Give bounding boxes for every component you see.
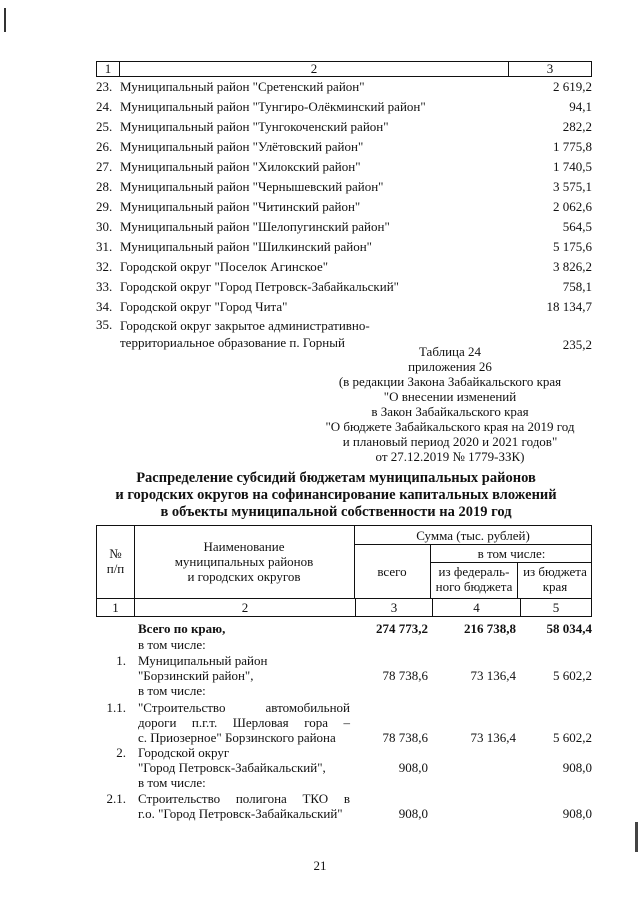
row-value: 1 740,5 <box>553 159 592 174</box>
header-including: в том числе: <box>477 546 546 561</box>
continued-table <box>96 61 592 353</box>
row-value: 3 575,1 <box>553 179 592 194</box>
col-number: 2 <box>135 599 356 616</box>
col-number: 1 <box>97 599 135 616</box>
row-name: Муниципальный район "Чернышевский район" <box>120 179 384 194</box>
header-sum: Сумма (тыс. рублей) <box>416 528 530 543</box>
row-label-line: с. Приозерное" Борзинского района <box>138 730 336 745</box>
row-number: 23. <box>96 79 113 94</box>
table-row <box>96 137 592 157</box>
scan-edge-mark <box>4 8 6 32</box>
row-name: Муниципальный район "Шелопугинский район" <box>120 219 390 234</box>
row-value: 3 826,2 <box>553 259 592 274</box>
table-row <box>96 177 592 197</box>
row-value: 282,2 <box>562 119 592 134</box>
table-row <box>96 97 592 117</box>
row-name: Муниципальный район "Шилкинский район" <box>120 239 372 254</box>
row-number: 27. <box>96 159 113 174</box>
header-col-3: 3 <box>546 61 554 76</box>
header-num: № п/п <box>106 546 125 576</box>
table-row <box>96 237 592 257</box>
table-row <box>96 217 592 237</box>
row-value: 94,1 <box>569 99 592 114</box>
annex-line: приложения 26 <box>408 359 492 374</box>
page-number: 21 <box>313 858 327 873</box>
row-name: Муниципальный район "Улётовский район" <box>120 139 364 154</box>
row-value: 18 134,7 <box>546 299 592 314</box>
annex-line: в Закон Забайкальского края <box>371 404 529 419</box>
row-number: 1.1. <box>106 700 126 715</box>
value-total: 908,0 <box>398 806 428 821</box>
header-col-2: 2 <box>120 62 509 76</box>
annex-line: "О внесении изменений <box>383 389 517 404</box>
value-total: 274 773,2 <box>376 621 428 636</box>
row-label: Всего по краю, <box>138 621 226 636</box>
header-divider <box>354 544 592 545</box>
header-divider <box>431 562 592 563</box>
row-name: Городской округ "Город Петровск-Забайкальский" <box>120 279 399 294</box>
table-row <box>96 257 592 277</box>
annex-line: и плановый период 2020 и 2021 годов" <box>342 434 558 449</box>
row-name: Муниципальный район "Сретенский район" <box>120 79 365 94</box>
row-label-line: Городской округ <box>138 745 230 760</box>
header-name: Наименование муниципальных районов и городских округов <box>174 539 314 584</box>
value-total: 78 738,6 <box>382 730 428 745</box>
row-name-line: Городской округ закрытое административно- <box>120 318 370 333</box>
row-label-line: в том числе: <box>138 775 206 790</box>
row-label-line: "Строительство автомобильной <box>138 700 350 715</box>
row-label-line: в том числе: <box>138 683 206 698</box>
row-number: 1. <box>116 653 126 668</box>
row-name: Муниципальный район "Читинский район" <box>120 199 361 214</box>
table-header-row <box>96 61 592 77</box>
value-federal: 216 738,8 <box>464 621 516 636</box>
document-title <box>100 470 572 521</box>
row-label-line: Муниципальный район <box>138 653 268 668</box>
scan-edge-mark-right <box>635 822 638 852</box>
row-label <box>138 653 350 698</box>
row-value: 5 175,6 <box>553 239 592 254</box>
row-number: 24. <box>96 99 113 114</box>
header-col-1: 1 <box>97 62 120 76</box>
table-row <box>96 297 592 317</box>
table-row <box>96 157 592 177</box>
row-number: 33. <box>96 279 113 294</box>
col-number: 3 <box>356 599 433 616</box>
row-label-line: Строительство полигона ТКО в <box>138 791 350 806</box>
row-number: 31. <box>96 239 113 254</box>
row-label <box>138 700 350 745</box>
row-name: Городской округ "Город Чита" <box>120 299 288 314</box>
col-number: 4 <box>433 599 521 616</box>
row-number: 25. <box>96 119 113 134</box>
row-number: 34. <box>96 299 113 314</box>
row-number: 29. <box>96 199 113 214</box>
table-row <box>96 77 592 97</box>
row-label <box>138 745 350 790</box>
title-line: в объекты муниципальной собственности на 2019 год <box>160 504 512 520</box>
row-number: 2. <box>116 745 126 760</box>
col-number: 5 <box>552 600 560 615</box>
row-value: 2 062,6 <box>553 199 592 214</box>
row-name: Муниципальный район "Тунгиро-Олёкминский район" <box>120 99 426 114</box>
annex-line: Таблица 24 <box>418 344 482 359</box>
column-number-row <box>96 599 592 617</box>
row-label-line: г.о. "Город Петровск-Забайкальский" <box>138 806 343 821</box>
row-name: Городской округ "Поселок Агинское" <box>120 259 329 274</box>
value-federal: 73 136,4 <box>470 730 516 745</box>
row-label <box>138 791 350 821</box>
row-number: 28. <box>96 179 113 194</box>
row-label-line: дороги п.г.т. Шерловая гора – <box>138 715 350 730</box>
row-number: 35. <box>96 317 113 332</box>
value-regional: 908,0 <box>562 760 592 775</box>
row-value: 2 619,2 <box>553 79 592 94</box>
row-number: 26. <box>96 139 113 154</box>
annex-line: от 27.12.2019 № 1779-ЗЗК) <box>375 449 525 464</box>
subsidy-table <box>96 525 592 821</box>
value-total: 908,0 <box>398 760 428 775</box>
header-regional: из бюджета края <box>523 564 587 594</box>
row-number: 32. <box>96 259 113 274</box>
row-label: в том числе: <box>138 637 206 652</box>
title-line: Распределение субсидий бюджетам муниципальных районов <box>136 470 536 486</box>
annex-line: (в редакции Закона Забайкальского края <box>338 374 562 389</box>
row-name: Муниципальный район "Тунгокоченский район" <box>120 119 389 134</box>
row-name-line: территориальное образование п. Горный <box>120 335 345 350</box>
row-label-line: "Борзинский район", <box>138 668 254 683</box>
value-regional: 5 602,2 <box>553 668 592 683</box>
annex-note <box>300 344 600 464</box>
row-label-line: "Город Петровск-Забайкальский", <box>138 760 326 775</box>
row-number: 2.1. <box>106 791 126 806</box>
header-total: всего <box>377 564 407 579</box>
row-value: 1 775,8 <box>553 139 592 154</box>
value-total: 78 738,6 <box>382 668 428 683</box>
table-row <box>96 197 592 217</box>
table-row <box>96 277 592 297</box>
row-name: Муниципальный район "Хилокский район" <box>120 159 361 174</box>
row-value: 235,2 <box>562 337 592 352</box>
header-federal: из федераль- ного бюджета <box>435 564 513 594</box>
row-value: 564,5 <box>562 219 592 234</box>
table-header <box>96 525 592 599</box>
value-regional: 908,0 <box>562 806 592 821</box>
row-number: 30. <box>96 219 113 234</box>
value-federal: 73 136,4 <box>470 668 516 683</box>
value-regional: 5 602,2 <box>553 730 592 745</box>
annex-line: "О бюджете Забайкальского края на 2019 год <box>325 419 575 434</box>
table-row <box>96 117 592 137</box>
row-value: 758,1 <box>562 279 592 294</box>
value-regional: 58 034,4 <box>546 621 592 636</box>
title-line: и городских округов на софинансирование капитальных вложений <box>115 487 557 503</box>
